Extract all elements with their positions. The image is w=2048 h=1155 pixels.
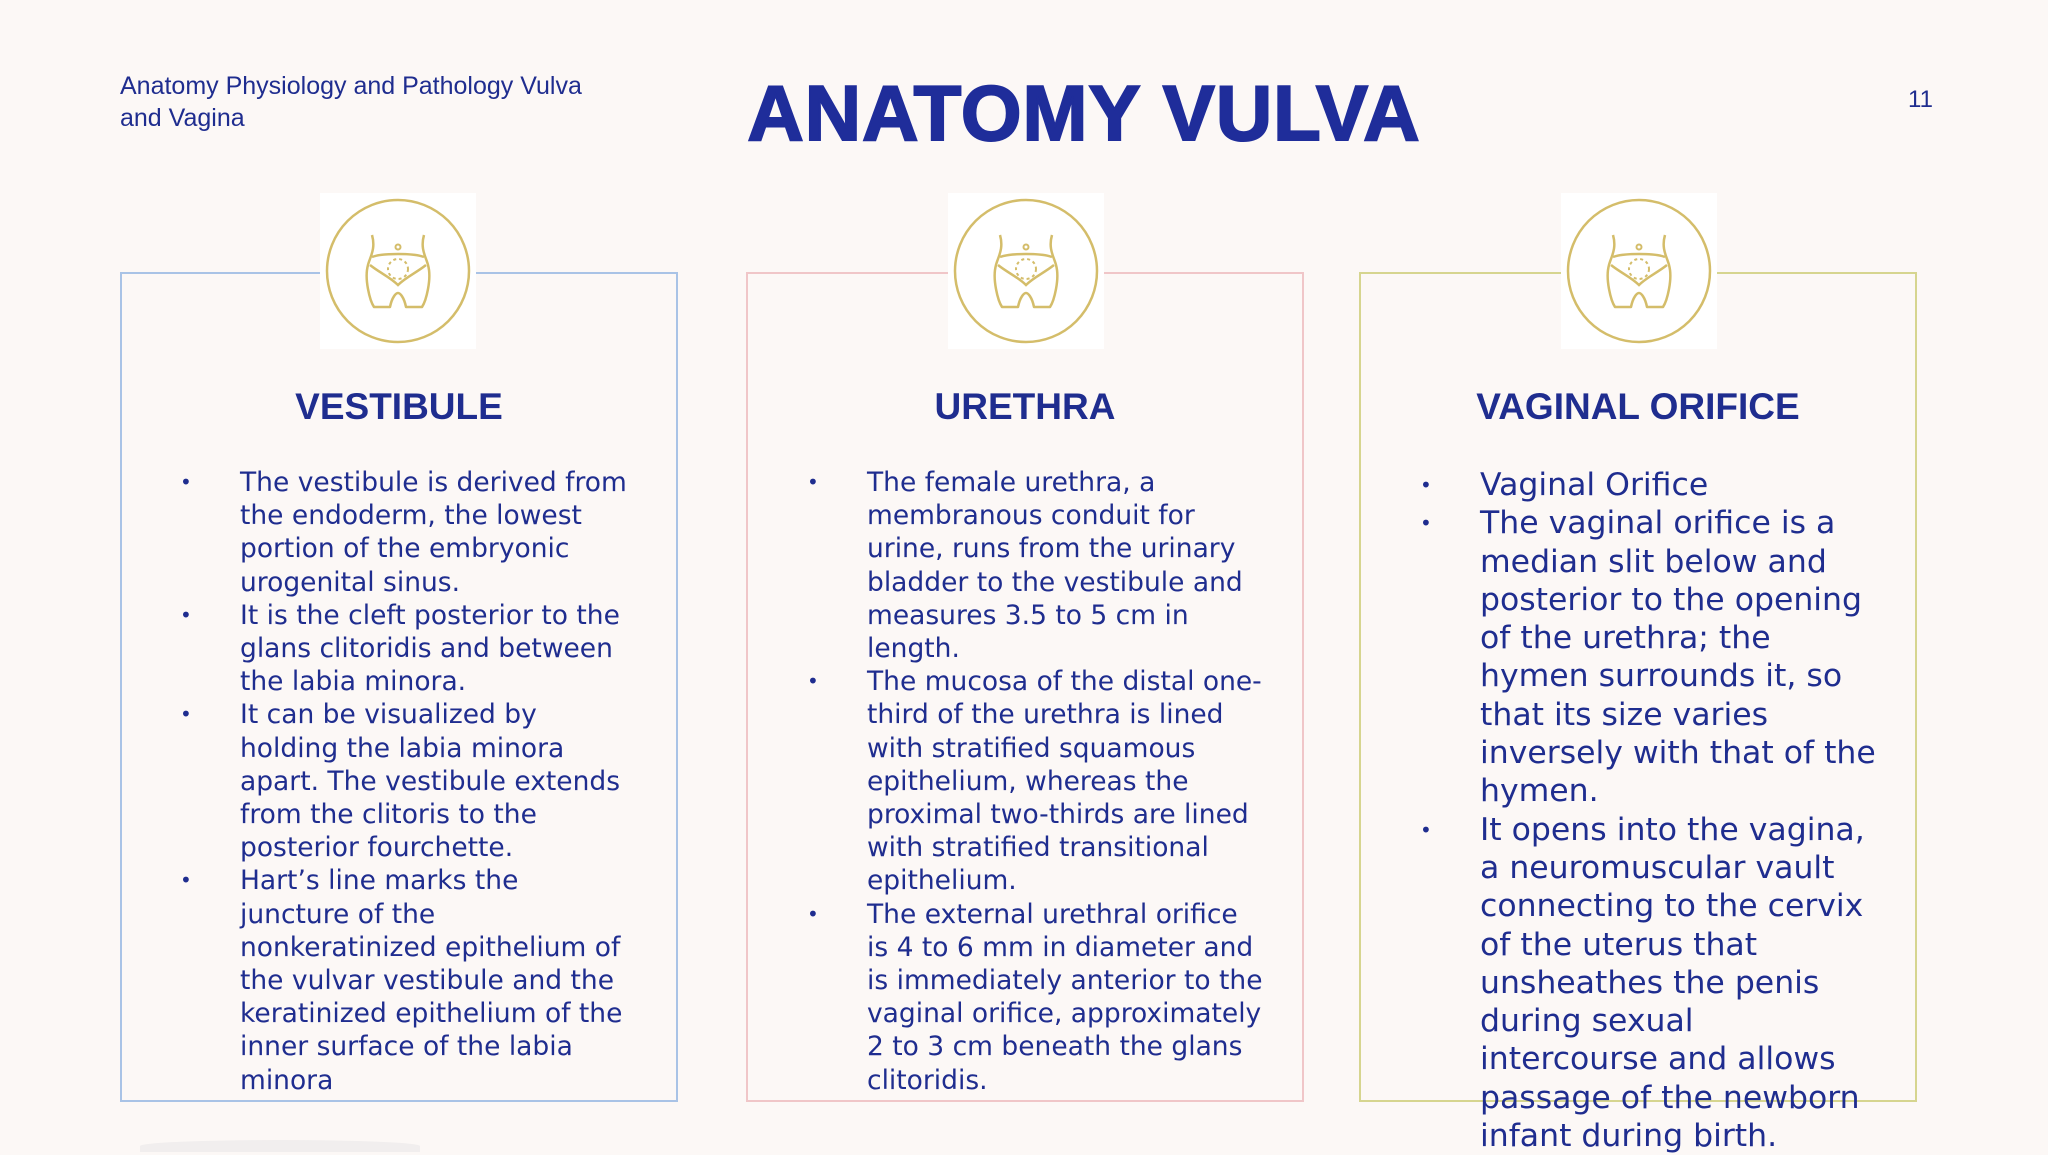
pelvis-icon <box>1561 193 1717 349</box>
list-item: • Vaginal Orifice <box>1420 466 1880 504</box>
list-item: • It can be visualized by holding the labia minora apart. The vestibule extends from the clitoris to the posterior fourchette. <box>180 698 635 864</box>
list-item: • The mucosa of the distal one-third of the urethra is lined with stratified squamous epithelium, whereas the proximal two-thirds are lined with stratified transitional epithelium. <box>807 665 1267 897</box>
list-item: • Hart’s line marks the juncture of the nonkeratinized epithelium of the vulvar vestibule and the keratinized epithelium of the inner surface of the labia minora <box>180 864 635 1096</box>
card-title-urethra: URETHRA <box>934 386 1116 427</box>
list-item: • The vestibule is derived from the endoderm, the lowest portion of the embryonic urogenital sinus. <box>180 466 635 599</box>
decorative-shape <box>140 1140 420 1152</box>
slide-title: ANATOMY VULVA <box>747 69 1421 157</box>
urethra-bullet-list <box>807 466 1267 1097</box>
list-item: • The vaginal orifice is a median slit below and posterior to the opening of the urethra; the hymen surrounds it, so that its size varies inversely with that of the hymen. <box>1420 504 1880 810</box>
card-title-vestibule: VESTIBULE <box>295 386 503 427</box>
pelvis-icon <box>948 193 1104 349</box>
presentation-subtitle: Anatomy Physiology and Pathology Vulva and Vagina <box>120 72 582 132</box>
list-item: • It opens into the vagina, a neuromuscular vault connecting to the cervix of the uterus that unsheathes the penis during sexual intercourse and allows passage of the newborn infant during birth. <box>1420 811 1880 1155</box>
list-item: • The external urethral orifice is 4 to 6 mm in diameter and is immediately anterior to the vaginal orifice, approximately 2 to 3 cm beneath the glans clitoridis. <box>807 898 1267 1097</box>
pelvis-icon <box>320 193 476 349</box>
list-item: • It is the cleft posterior to the glans clitoridis and between the labia minora. <box>180 599 635 699</box>
list-item: • The female urethra, a membranous conduit for urine, runs from the urinary bladder to the vestibule and measures 3.5 to 5 cm in length. <box>807 466 1267 665</box>
page-number: 11 <box>1908 86 1933 113</box>
vaginal-orifice-bullet-list <box>1420 466 1880 1155</box>
card-title-vaginal-orifice: VAGINAL ORIFICE <box>1476 386 1800 427</box>
vestibule-bullet-list <box>180 466 635 1097</box>
